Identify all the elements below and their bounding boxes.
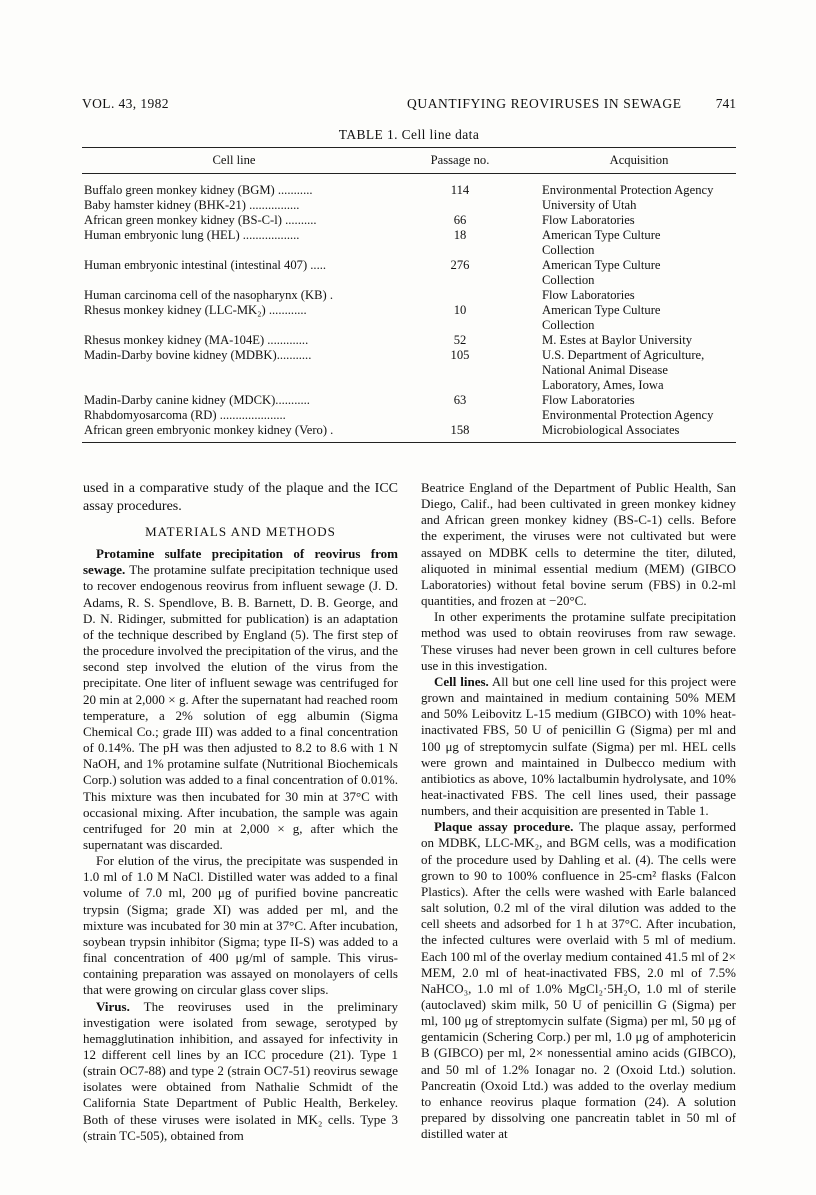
cell-line-name: Human embryonic lung (HEL) .................. (84, 228, 300, 242)
plaque-assay-lead-in: Plaque assay procedure. (434, 819, 574, 835)
acquisition-line: American Type Culture (542, 228, 661, 242)
cell-line-name: Madin-Darby canine kidney (MDCK)........... (84, 393, 310, 407)
acquisition-line: American Type Culture (542, 303, 661, 317)
protamine-lead-in: Protamine sulfate precipitation of reovirus from sewage. (83, 546, 398, 578)
acquisition-source (536, 393, 736, 408)
running-title: QUANTIFYING REOVIRUSES IN SEWAGE (407, 96, 682, 111)
passage-number: 18 (453, 228, 467, 242)
section-heading: MATERIALS AND METHODS (145, 524, 336, 539)
table-row (82, 333, 736, 348)
table-row (82, 258, 736, 288)
table-row (82, 348, 736, 393)
running-header (82, 96, 736, 118)
left-text-column (83, 480, 398, 1144)
table-row (82, 288, 736, 303)
cell-line-name: Rhesus monkey kidney (LLC-MK₂) ............ (84, 303, 307, 317)
acquisition-source (536, 258, 736, 288)
acquisition-line: U.S. Department of Agriculture, (542, 348, 705, 362)
acquisition-source (536, 423, 736, 443)
acquisition-line: University of Utah (542, 198, 637, 212)
acquisition-source (536, 228, 736, 258)
passage-number (384, 408, 536, 423)
cell-lines-paragraph: Cell lines. All but one cell line used for this project were grown and maintained in medium containing 50% MEM and 50% Leibovitz L-15 medium (GIBCO) with 10% heat-inactivated FBS, 50 U of penicillin G (Sigma) per ml and 100 μg of streptomycin sulfate (Sigma) per ml. HEL cells were grown and maintained in Dulbecco medium with antibiotics as above, 10% lactalbumin hydrolysate, and 10% heat-inactivated FBS. The cell lines used, their passage numbers, and their acquisition are presented in Table 1. (421, 673, 737, 819)
passage-number: 63 (453, 393, 467, 407)
cell-line-name: Rhesus monkey kidney (MA-104E) ............. (84, 333, 309, 347)
cell-line-name: African green embryonic monkey kidney (Vero) . (82, 423, 384, 443)
acquisition-line: Collection (542, 318, 595, 332)
acquisition-line: Microbiological Associates (542, 423, 680, 437)
plaque-assay-paragraph: Plaque assay procedure. The plaque assay, performed on MDBK, LLC-MK₂, and BGM cells, was a modification of the procedure used by Dahling et al. (4). The cells were grown to 90 to 100% confluence in 25-cm² flasks (Falcon Plastics). After the cells were washed with Earle balanced salt solution, 0.2 ml of the viral dilution was added to the cell sheets and adsorbed for 1 h at 37°C. After incubation, the infected cultures were overlaid with 5 ml of medium. Each 100 ml of the overlay medium contained 41.5 ml of 2× MEM, 2.0 ml of heat-inactivated FBS, 2.0 ml of 7.5% NaHCO₃, 1.0 ml of 1.0% MgCl₂·5H₂O, 1.0 ml of sterile (autoclaved) skim milk, 50 U of penicillin G (Sigma) per ml, 100 μg of streptomycin sulfate (Sigma) per ml, 50 μg of gentamicin (Schering Corp.) per ml, 1.0 μg of amphotericin B (GIBCO) per ml, 2× nonessential amino acids (GIBCO), and 50 ml of 1.2% Ionagar no. 2 (Oxoid Ltd.) solution. Pancreatin (Oxoid Ltd.) was added to the overlay medium to enhance reovirus plaque formation (24). A solution prepared by dissolving one pancreatin tablet in 50 ml of distilled water at (421, 819, 736, 1142)
cell-line-name: Human carcinoma cell of the nasopharynx (KB) . (84, 288, 333, 302)
virus-paragraph: Virus. The reoviruses used in the preliminary investigation were isolated from sewage, serotyped by hemagglutination inhibition, and assayed for infectivity in 12 different cell lines by an ICC procedure (21). Type 1 (strain OC7-88) and type 2 (strain OC7-51) reovirus sewage isolates were obtained from Nathalie Schmidt of the California State Department of Public Health, Berkeley. Both of these viruses were isolated in MK₂ cells. Type 3 (strain TC-505), obtained from (83, 998, 398, 1143)
right-text-column (421, 480, 736, 1142)
table-row (82, 213, 736, 228)
raw-sewage-paragraph: In other experiments the protamine sulfate precipitation method was used to obtain reoviruses from raw sewage. These viruses had never been grown in cell cultures before use in this investigation. (421, 609, 736, 673)
acquisition-line: Flow Laboratories (542, 288, 635, 302)
acquisition-source (536, 333, 736, 348)
intro-paragraph: used in a comparative study of the plaque and the ICC assay procedures. (83, 481, 398, 514)
passage-number (384, 198, 536, 213)
acquisition-line: Flow Laboratories (542, 213, 635, 227)
column-header-passage: Passage no. (384, 148, 536, 174)
passage-number: 114 (450, 183, 470, 197)
table-row (82, 303, 736, 333)
protamine-paragraph: Protamine sulfate precipitation of reovirus from sewage. The protamine sulfate precipitation technique used to recover endogenous reovirus from influent sewage (J. D. Adams, R. S. Spendlove, B. B. Barnett, D. B. George, and D. N. Ridinger, submitted for publication) is an adaptation of the technique described by England (5). The first step of the procedure involved the precipitation of the virus, and the second step involved the elution of the virus from the precipitate. One liter of influent sewage was centrifuged for 20 min at 2,000 × g. After the supernatant had reached room temperature, a 2% solution of egg albumin (Sigma Chemical Co.; grade III) was added to a final concentration of 0.14%. The pH was then adjusted to 8.2 to 8.6 with 1 N NaOH, and 1% protamine sulfate (Nutritional Biochemicals Corp.) solution was added to a final concentration of 0.01%. This mixture was then incubated for 30 min at 37°C with occasional mixing. After incubation, the sample was again centrifuged for 20 min at 2,000 × g, after which the supernatant was discarded. (83, 546, 398, 852)
acquisition-line: Collection (542, 243, 595, 257)
cell-line-name: Rhabdomyosarcoma (RD) ..................... (84, 408, 286, 422)
journal-volume: VOL. 43, 1982 (82, 96, 169, 111)
table-caption: TABLE 1. Cell line data (338, 127, 480, 142)
cell-lines-lead-in: Cell lines. (434, 673, 489, 689)
table-row (82, 228, 736, 258)
passage-number (384, 288, 536, 303)
virus-continued-paragraph: Beatrice England of the Department of Public Health, San Diego, Calif., had been cultivated in green monkey kidney and African green monkey kidney (BS-C-1) cells. Before the experiment, the viruses were not cultivated but were assayed on MDBK cells to determine the titer, diluted, aliquoted in minimal essential medium (MEM) (GIBCO Laboratories) without fetal bovine serum (FBS) in 0.2-ml quantities, and frozen at −20°C. (421, 480, 736, 609)
acquisition-line: M. Estes at Baylor University (542, 333, 693, 347)
cell-line-name: Madin-Darby bovine kidney (MDBK)........... (84, 348, 312, 362)
table-row (82, 423, 736, 443)
acquisition-source (536, 174, 736, 199)
acquisition-source (536, 288, 736, 303)
cell-line-name: Buffalo green monkey kidney (BGM) ........... (84, 183, 313, 197)
acquisition-line: Laboratory, Ames, Iowa (542, 378, 664, 392)
acquisition-line: American Type Culture (542, 258, 661, 272)
acquisition-line: National Animal Disease (542, 363, 668, 377)
acquisition-source (536, 348, 736, 393)
passage-number: 10 (453, 303, 467, 317)
passage-number: 52 (453, 333, 467, 347)
page-number: 741 (715, 96, 736, 111)
virus-lead-in: Virus. (96, 998, 130, 1014)
acquisition-line: Collection (542, 273, 595, 287)
acquisition-line: Flow Laboratories (542, 393, 635, 407)
column-header-acquisition: Acquisition (536, 148, 736, 174)
cell-line-name: Baby hamster kidney (BHK-21) ................ (84, 198, 300, 212)
column-header-cell-line: Cell line (82, 148, 384, 174)
acquisition-line: Environmental Protection Agency (542, 183, 714, 197)
acquisition-source (536, 198, 736, 213)
table-row (82, 174, 736, 199)
acquisition-line: Environmental Protection Agency (542, 408, 714, 422)
cell-line-table (82, 147, 736, 443)
table-row (82, 393, 736, 408)
acquisition-source (536, 408, 736, 423)
acquisition-source (536, 213, 736, 228)
table-row (82, 198, 736, 213)
acquisition-source (536, 303, 736, 333)
table-row (82, 408, 736, 423)
elution-paragraph: For elution of the virus, the precipitate was suspended in 1.0 ml of 1.0 M NaCl. Distilled water was added to a final volume of 7.0 ml, 200 μg of purified bovine pancreatic trypsin (Sigma; grade XI) was added per ml, and the mixture was incubated for 30 min at 37°C. After incubation, soybean trypsin inhibitor (Sigma; type II-S) was added to a final concentration of 400 μg/ml of sample. This virus-containing preparation was assayed on monolayers of cells that were growing on circular glass cover slips. (83, 853, 398, 998)
passage-number: 276 (450, 258, 470, 272)
cell-line-name: Human embryonic intestinal (intestinal 407) ..... (84, 258, 327, 272)
cell-line-name: African green monkey kidney (BS-C-l) .......... (84, 213, 317, 227)
passage-number: 66 (453, 213, 467, 227)
passage-number: 105 (450, 348, 470, 362)
passage-number: 158 (384, 423, 536, 443)
